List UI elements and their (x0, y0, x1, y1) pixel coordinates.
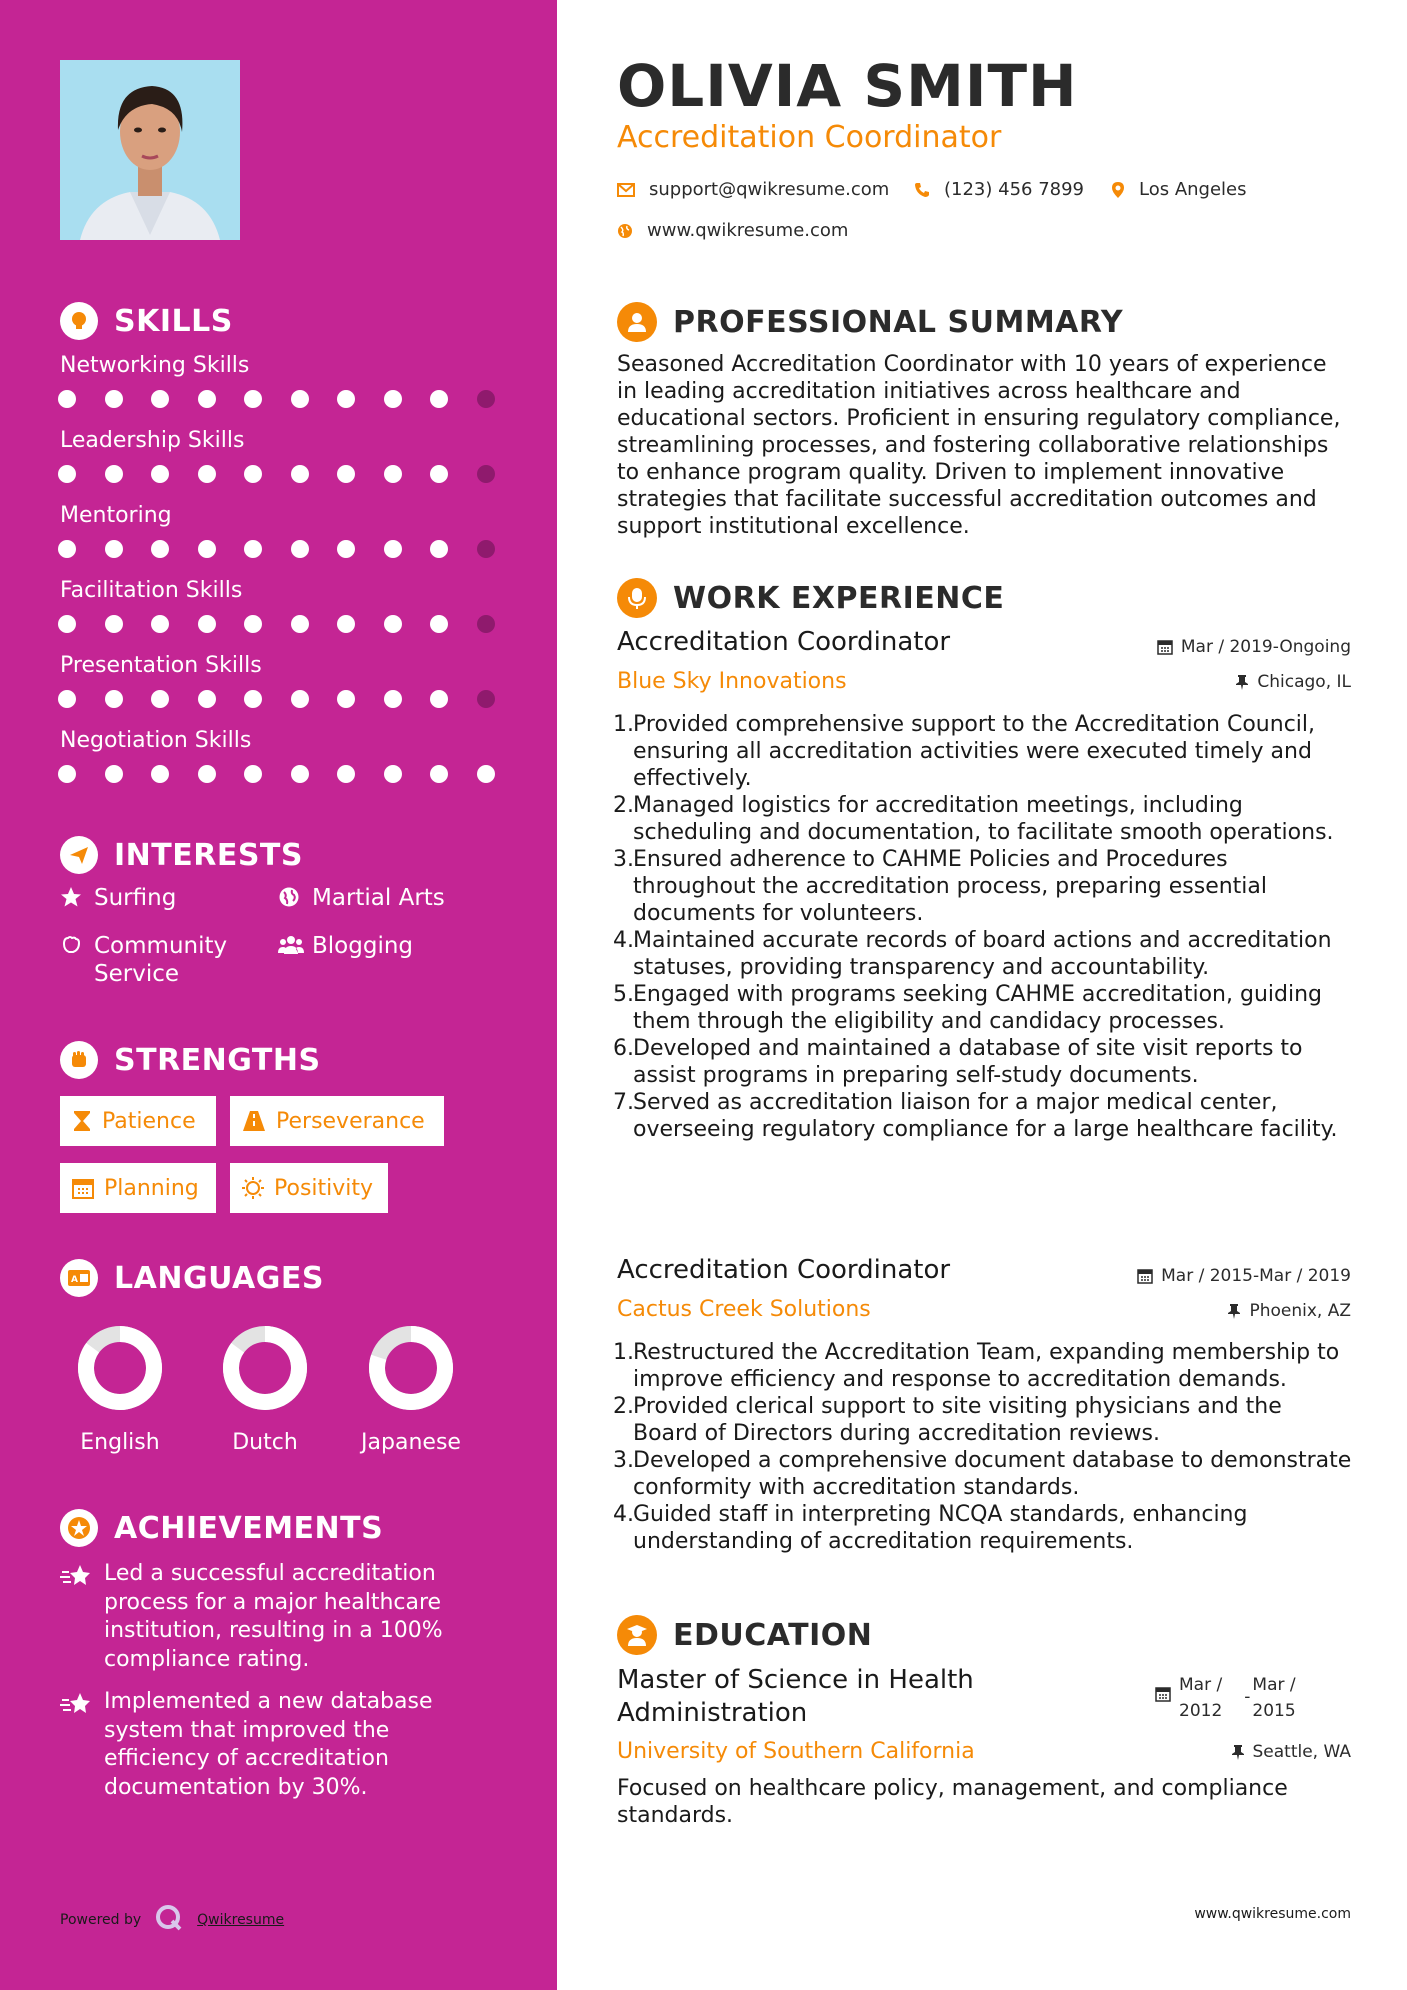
rating-dot (430, 765, 448, 783)
rating-dot (477, 465, 495, 483)
skill-label: Leadership Skills (60, 428, 245, 453)
briefcase-icon (617, 578, 657, 618)
rating-dot (151, 690, 169, 708)
globe-icon (278, 884, 304, 915)
job-responsibilities (613, 1339, 1353, 1555)
achievement-text: Led a successful accreditation process for a major healthcare institution, resulting in a 100% compliance rating. (104, 1561, 443, 1672)
education-header (617, 1615, 872, 1655)
rating-dot (244, 390, 262, 408)
rating-dot (337, 765, 355, 783)
item-text: Provided clerical support to site visiting physicians and the Board of Directors during accreditation reviews. (633, 1394, 1282, 1446)
rating-dot (198, 765, 216, 783)
calendar-icon (1155, 1686, 1171, 1702)
rating-dot (244, 615, 262, 633)
rating-dot (244, 465, 262, 483)
education-start-month: Mar / (1179, 1675, 1223, 1695)
responsibility-item (613, 792, 1353, 846)
rating-dot (291, 765, 309, 783)
job-dates (1157, 637, 1351, 657)
lightbulb-icon (60, 302, 98, 340)
item-text: Engaged with programs seeking CAHME accreditation, guiding them through the eligibility and candidacy processes. (633, 982, 1322, 1034)
strength-label: Patience (102, 1108, 196, 1134)
skills-title: SKILLS (114, 303, 233, 339)
responsibility-item (613, 1035, 1353, 1089)
summary-text: Seasoned Accreditation Coordinator with 10 years of experience in leading accreditation initiatives across healthcare and educational sectors. Proficient in ensuring regulatory compliance, streamlining processes, and fostering collaborative relationships to enhance program quality. Driven to implement innovative strategies that facilitate successful accreditation outcomes and support institutional excellence. (617, 352, 1341, 539)
education-end-year: 2015 (1252, 1701, 1296, 1721)
rating-dot (384, 390, 402, 408)
contact-website[interactable] (617, 220, 848, 241)
interest-label: Community Service (94, 933, 228, 987)
candidate-role: Accreditation Coordinator (617, 120, 1002, 155)
skill-label: Facilitation Skills (60, 578, 243, 603)
interest-item (60, 884, 176, 915)
item-number: 7. (613, 1090, 634, 1115)
rating-dot (384, 465, 402, 483)
item-text: Developed a comprehensive document database to demonstrate conformity with accreditation standards. (633, 1448, 1352, 1500)
skill-rating (58, 390, 523, 408)
job-location-text: Phoenix, AZ (1249, 1301, 1351, 1321)
rating-dot (151, 540, 169, 558)
item-number: 4. (613, 928, 634, 953)
rating-dot (198, 465, 216, 483)
strength-tag (230, 1163, 388, 1213)
rating-dot (105, 465, 123, 483)
rating-dot (58, 465, 76, 483)
powered-by (60, 1904, 284, 1936)
job-dates-text: Mar / 2015-Mar / 2019 (1161, 1266, 1351, 1286)
item-number: 2. (613, 793, 634, 818)
education-start-year: 2012 (1179, 1701, 1223, 1721)
achievements-header (60, 1509, 383, 1547)
rating-dot (58, 690, 76, 708)
rating-dot (430, 615, 448, 633)
item-text: Guided staff in interpreting NCQA standards, enhancing understanding of accreditation requirements. (633, 1502, 1248, 1554)
education-end-month: Mar / (1252, 1675, 1296, 1695)
rating-dot (337, 465, 355, 483)
rating-dot (291, 615, 309, 633)
strength-label: Positivity (274, 1175, 374, 1201)
school-name: University of Southern California (617, 1739, 975, 1764)
skill-rating (58, 765, 523, 783)
skill-rating (58, 540, 523, 558)
calendar-icon (1157, 639, 1173, 655)
language-label: English (80, 1430, 160, 1455)
profile-photo (60, 60, 240, 240)
strength-tag (60, 1096, 216, 1146)
rating-dot (430, 390, 448, 408)
skill-label: Presentation Skills (60, 653, 262, 678)
item-text: Provided comprehensive support to the Accreditation Council, ensuring all accreditation activities were executed timely and effectively. (633, 712, 1316, 791)
sidebar (0, 0, 557, 1990)
job-title: Accreditation Coordinator (617, 627, 951, 657)
globe-icon (617, 223, 633, 239)
candidate-name: OLIVIA SMITH (617, 52, 1078, 120)
skill-label: Networking Skills (60, 353, 250, 378)
rating-dot (477, 615, 495, 633)
summary-title: PROFESSIONAL SUMMARY (673, 304, 1124, 340)
rating-dot (337, 615, 355, 633)
qwikresume-link[interactable]: Qwikresume (197, 1912, 285, 1928)
rating-dot (291, 465, 309, 483)
interest-label: Blogging (312, 933, 414, 959)
item-number: 2. (613, 1394, 634, 1419)
rating-dot (291, 540, 309, 558)
item-number: 3. (613, 847, 634, 872)
skill-rating (58, 615, 523, 633)
language-proficiency-ring (205, 1308, 325, 1432)
hourglass-icon (72, 1110, 92, 1132)
rating-dot (384, 540, 402, 558)
pushpin-icon (1235, 674, 1249, 690)
qwikresume-logo-icon (155, 1904, 183, 1936)
language-icon (60, 1259, 98, 1297)
language-proficiency-ring (351, 1308, 471, 1432)
item-number: 4. (613, 1502, 634, 1527)
calendar-icon (1137, 1268, 1153, 1284)
responsibility-item (613, 1501, 1353, 1555)
achievements-title: ACHIEVEMENTS (114, 1510, 384, 1546)
job-title: Accreditation Coordinator (617, 1255, 951, 1285)
location-text: Los Angeles (1139, 179, 1247, 200)
star-icon (60, 884, 86, 915)
responsibility-item (613, 981, 1353, 1035)
strength-label: Planning (104, 1175, 199, 1201)
map-pin-icon (1111, 181, 1125, 199)
rating-dot (244, 540, 262, 558)
experience-title: WORK EXPERIENCE (673, 580, 1005, 616)
responsibility-item (613, 846, 1353, 927)
graduation-icon (617, 1615, 657, 1655)
rating-dot (244, 690, 262, 708)
achievement-item (60, 1560, 470, 1674)
strengths-header (60, 1041, 321, 1079)
rating-dot (244, 765, 262, 783)
shooting-star-icon (60, 1688, 92, 1722)
rating-dot (58, 540, 76, 558)
item-text: Developed and maintained a database of site visit reports to assist programs in preparing self-study documents. (633, 1036, 1303, 1088)
rating-dot (151, 765, 169, 783)
main-content (557, 0, 1407, 1990)
interest-item (60, 932, 260, 988)
job-location (1235, 672, 1351, 692)
rating-dot (198, 690, 216, 708)
fist-icon (60, 1041, 98, 1079)
achievement-item (60, 1688, 470, 1802)
strength-label: Perseverance (276, 1108, 425, 1134)
powered-by-label: Powered by (60, 1912, 142, 1928)
item-number: 3. (613, 1448, 634, 1473)
job-dates-text: Mar / 2019-Ongoing (1180, 637, 1351, 657)
strength-tag (230, 1096, 444, 1146)
rating-dot (198, 540, 216, 558)
rating-dot (291, 690, 309, 708)
item-number: 1. (613, 712, 634, 737)
rating-dot (198, 390, 216, 408)
contact-phone[interactable] (914, 179, 1084, 200)
responsibility-item (613, 711, 1353, 792)
interest-item (278, 932, 413, 963)
rating-dot (337, 690, 355, 708)
contact-email[interactable] (617, 179, 889, 200)
skill-label: Negotiation Skills (60, 728, 252, 753)
rating-dot (384, 615, 402, 633)
responsibility-item (613, 1089, 1353, 1143)
star-badge-icon (60, 1509, 98, 1547)
skill-rating (58, 465, 523, 483)
education-title: EDUCATION (673, 1617, 873, 1653)
rating-dot (105, 390, 123, 408)
rating-dot (477, 540, 495, 558)
company-name: Blue Sky Innovations (617, 669, 847, 694)
job-location (1227, 1301, 1351, 1321)
rating-dot (430, 540, 448, 558)
job-location-text: Chicago, IL (1257, 672, 1351, 692)
shooting-star-icon (60, 1560, 92, 1594)
education-dates (1155, 1672, 1296, 1724)
pushpin-icon (1231, 1744, 1245, 1760)
rating-dot (58, 615, 76, 633)
language-proficiency-ring (60, 1308, 180, 1432)
rating-dot (198, 615, 216, 633)
rating-dot (58, 390, 76, 408)
interest-item (278, 884, 445, 915)
company-name: Cactus Creek Solutions (617, 1297, 871, 1322)
interests-header (60, 836, 303, 874)
rating-dot (384, 690, 402, 708)
rating-dot (151, 465, 169, 483)
achievement-text: Implemented a new database system that improved the efficiency of accreditation documentation by 30%. (104, 1689, 433, 1800)
rating-dot (58, 765, 76, 783)
date-separator: - (1244, 1687, 1251, 1707)
experience-header (617, 578, 1004, 618)
rating-dot (105, 765, 123, 783)
language-label: Japanese (361, 1430, 461, 1455)
group-icon (278, 932, 304, 963)
rating-dot (384, 765, 402, 783)
summary-header (617, 302, 1123, 342)
phone-text: (123) 456 7899 (944, 179, 1085, 200)
rating-dot (430, 465, 448, 483)
languages-title: LANGUAGES (114, 1260, 324, 1296)
item-text: Served as accreditation liaison for a major medical center, overseeing regulatory compliance for a large healthcare facility. (633, 1090, 1338, 1142)
item-number: 6. (613, 1036, 634, 1061)
rating-dot (105, 540, 123, 558)
rating-dot (291, 390, 309, 408)
email-text: support@qwikresume.com (649, 179, 890, 200)
item-text: Maintained accurate records of board actions and accreditation statuses, providing transparency and accountability. (633, 928, 1332, 980)
skill-rating (58, 690, 523, 708)
footer-url[interactable]: www.qwikresume.com (1194, 1906, 1351, 1922)
skill-label: Mentoring (60, 503, 172, 528)
phone-icon (914, 182, 930, 198)
interest-label: Martial Arts (312, 885, 445, 911)
rating-dot (477, 690, 495, 708)
pushpin-icon (1227, 1303, 1241, 1319)
contact-location (1111, 179, 1247, 200)
interests-title: INTERESTS (114, 837, 303, 873)
responsibility-item (613, 1393, 1353, 1447)
rating-dot (105, 615, 123, 633)
rating-dot (477, 765, 495, 783)
rating-dot (151, 615, 169, 633)
job-dates (1137, 1266, 1351, 1286)
calendar-icon (72, 1177, 94, 1199)
degree-title: Master of Science in Health Administration (617, 1665, 974, 1728)
job-responsibilities (613, 711, 1353, 1143)
website-text: www.qwikresume.com (647, 220, 849, 241)
rating-dot (337, 540, 355, 558)
rating-dot (151, 390, 169, 408)
item-number: 1. (613, 1340, 634, 1365)
languages-header (60, 1259, 324, 1297)
responsibility-item (613, 1447, 1353, 1501)
hand-icon (60, 932, 86, 963)
responsibility-item (613, 927, 1353, 981)
user-icon (617, 302, 657, 342)
item-text: Ensured adherence to CAHME Policies and Procedures throughout the accreditation process, preparing essential documents for volunteers. (633, 847, 1268, 926)
rating-dot (105, 690, 123, 708)
sun-icon (242, 1177, 264, 1199)
language-label: Dutch (232, 1430, 298, 1455)
education-location (1231, 1742, 1352, 1762)
rating-dot (337, 390, 355, 408)
skills-header (60, 302, 233, 340)
road-icon (242, 1110, 266, 1132)
item-text: Restructured the Accreditation Team, expanding membership to improve efficiency and response to accreditation demands. (633, 1340, 1340, 1392)
strengths-title: STRENGTHS (114, 1042, 321, 1078)
rating-dot (430, 690, 448, 708)
envelope-icon (617, 183, 635, 197)
rating-dot (477, 390, 495, 408)
paper-plane-icon (60, 836, 98, 874)
strength-tag (60, 1163, 216, 1213)
svg-text:A: A (71, 1275, 78, 1285)
education-location-text: Seattle, WA (1252, 1742, 1351, 1762)
responsibility-item (613, 1339, 1353, 1393)
education-text: Focused on healthcare policy, management, and compliance standards. (617, 1776, 1288, 1828)
item-number: 5. (613, 982, 634, 1007)
interest-label: Surfing (94, 885, 177, 911)
item-text: Managed logistics for accreditation meetings, including scheduling and documentation, to facilitate smooth operations. (633, 793, 1334, 845)
